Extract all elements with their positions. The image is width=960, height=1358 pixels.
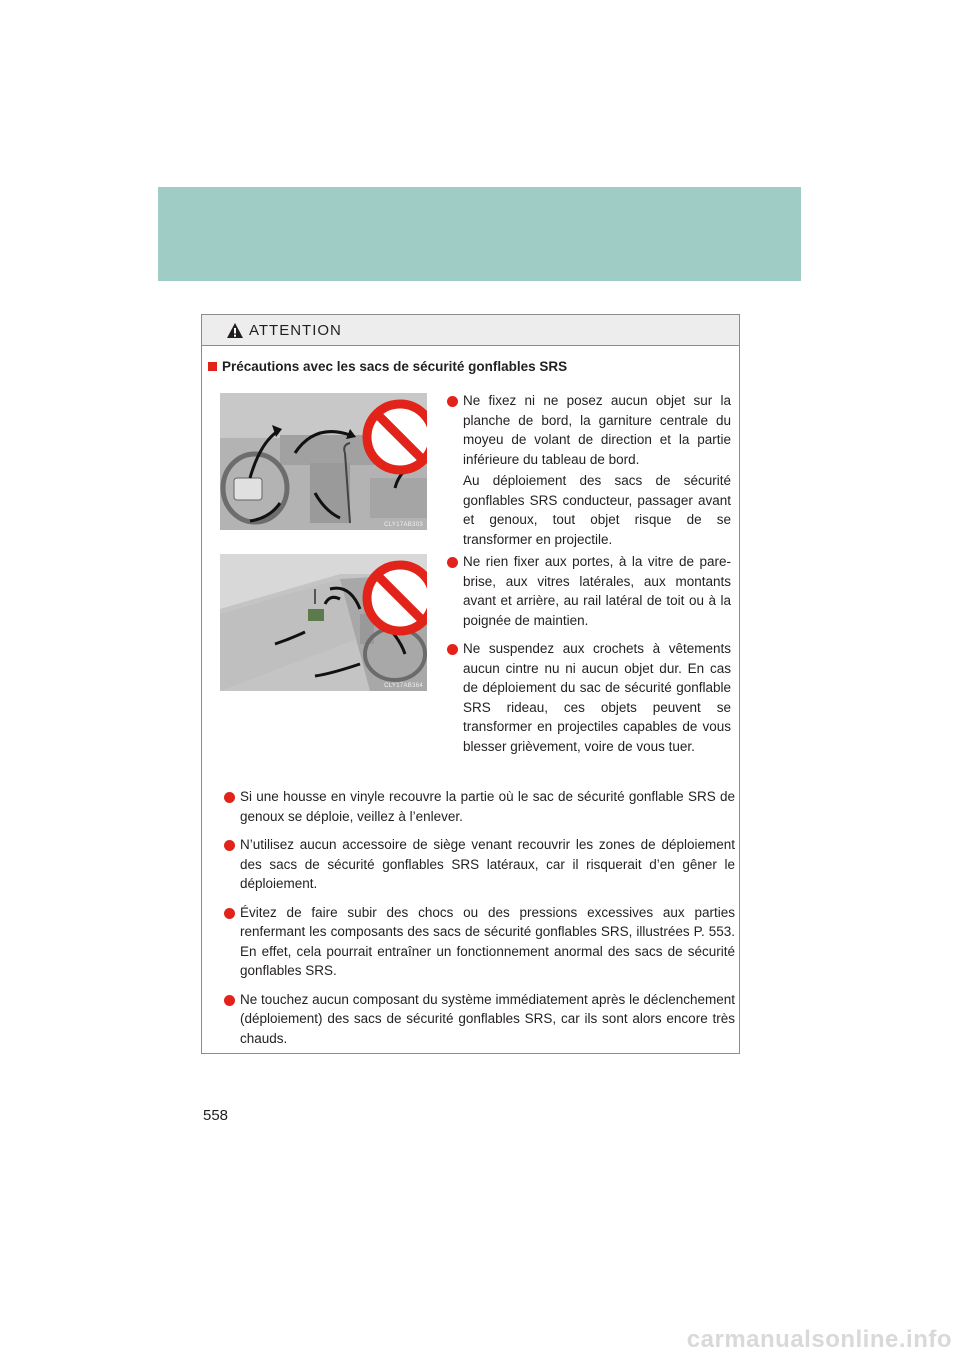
list-item-continuation: Au déploiement des sacs de sécurité gonflables SRS conducteur, passager avant et genoux, tout objet risque de se transformer en projectile. (463, 473, 731, 547)
warning-box (201, 314, 740, 1054)
bullet-icon (447, 557, 458, 568)
warning-title: ATTENTION (249, 321, 342, 339)
dashboard-illustration (220, 393, 427, 530)
bullet-icon (447, 396, 458, 407)
warning-header (202, 315, 739, 346)
page-number: 558 (203, 1107, 229, 1124)
bullet-icon (447, 644, 458, 655)
section-title (208, 359, 567, 374)
image-code-2: CLY17AB364 (384, 683, 423, 689)
side-items-1 (447, 391, 731, 558)
image-code-1: CLY17AB303 (384, 522, 423, 528)
list-item: Ne suspendez aux crochets à vêtements aucun cintre nu ni aucun objet dur. En cas de déploiement du sac de sécurité gonflable SRS rideau, ces objets peuvent se transformer en projectiles capables de vous blesser grièvement, voire de vous tuer. (447, 639, 731, 756)
header-band (158, 187, 801, 281)
bullet-icon (224, 995, 235, 1006)
list-item: N’utilisez aucun accessoire de siège venant recouvrir les zones de déploiement des sacs de sécurité gonflables SRS latéraux, car il risquerait d’en gêner le déploiement. (224, 835, 735, 894)
bullet-icon (224, 908, 235, 919)
list-item: Ne fixez ni ne posez aucun objet sur la planche de bord, la garniture centrale du moyeu de volant de direction et la partie inférieure du tableau de bord. (447, 391, 731, 469)
list-item: Si une housse en vinyle recouvre la partie où le sac de sécurité gonflable SRS de genoux se déploie, veillez à l’enlever. (224, 787, 735, 826)
list-item: Ne touchez aucun composant du système immédiatement après le déclenchement (déploiement) des sacs de sécurité gonflables SRS, car ils sont alors encore très chauds. (224, 990, 735, 1049)
bullet-icon (224, 840, 235, 851)
section-title-text: Précautions avec les sacs de sécurité gonflables SRS (222, 359, 568, 374)
list-item: Ne rien fixer aux portes, à la vitre de pare-brise, aux vitres latérales, aux montants avant et arrière, au rail latéral de toit ou à la poignée de maintien. (447, 552, 731, 630)
side-items-2 (447, 552, 731, 765)
warning-triangle-icon (226, 322, 244, 339)
section-square-icon (208, 362, 217, 371)
interior-pillar-illustration (220, 554, 427, 691)
list-item: Évitez de faire subir des chocs ou des pressions excessives aux parties renfermant les composants des sacs de sécurité gonflables SRS, illustrées P. 553. En effet, cela pourrait entraîner un fonctionnement anormal des sacs de sécurité gonflables SRS. (224, 903, 735, 981)
watermark: carmanualsonline.info (686, 1326, 952, 1353)
bullet-list (224, 787, 735, 1057)
bullet-icon (224, 792, 235, 803)
